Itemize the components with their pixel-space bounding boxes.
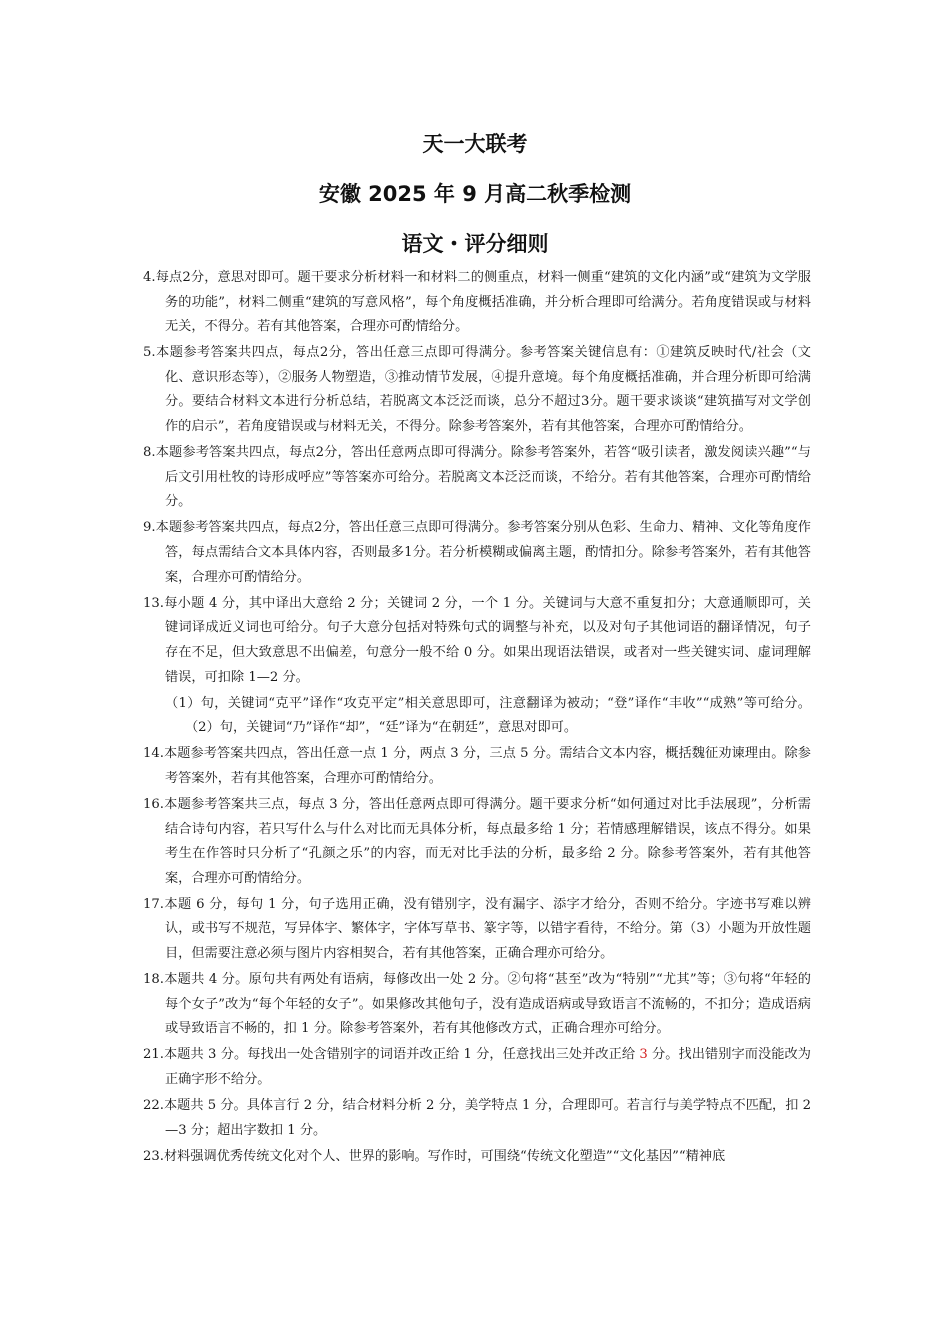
rule-item-14: 14.本题参考答案共四点，答出任意一点 1 分，两点 3 分，三点 5 分。需结合文本内容，概括魏征劝谏理由。除参考答案外，若有其他答案，合理亦可酌情给分。 xyxy=(143,746,811,786)
rule-item-13: 13.每小题 4 分，其中译出大意给 2 分；关键词 2 分，一个 1 分。关键词与大意不重复扣分；大意通顺即可，关键词译成近义词也可给分。句子大意分包括对特殊句式的调整与补充，以及对句子其他词语的翻译情况，句子存在不足，但大致意思不出偏差，句意分一般不给 0 分。如果出现语法错误，或者对一些关键实词、虚词理解错误，可扣除 1—2 分。 xyxy=(143,595,811,685)
subject-title: 语文・评分细则 xyxy=(401,232,549,256)
rule-item-18: 18.本题共 4 分。原句共有两处有语病，每修改出一处 2 分。②句将“甚至”改为“特别”“尤其”等；③句将“年轻的每个女子”改为“每个年轻的女子”。如果修改其他句子，没有造成语病或导致语言不流畅的，不扣分；造成语病或导致语言不畅的，扣 1 分。除参考答案外，若有其他修改方式，正确合理亦可给分。 xyxy=(143,972,811,1037)
rule-item-4: 4.每点2分，意思对即可。题干要求分析材料一和材料二的侧重点，材料一侧重“建筑的文化内涵”或“建筑为文学服务的功能”，材料二侧重“建筑的写意风格”，每个角度概括准确，并分析合理即可给满分。若角度错误或与材料无关，不得分。若有其他答案，合理亦可酌情给分。 xyxy=(143,270,811,335)
rule-item-23: 23.材料强调优秀传统文化对个人、世界的影响。写作时，可围绕“传统文化塑造”“文化基因”“精神底 xyxy=(143,1148,726,1164)
highlighted-score: 3 xyxy=(639,1047,648,1063)
rule-item-5: 5.本题参考答案共四点，每点2分，答出任意三点即可得满分。参考答案关键信息有：①建筑反映时代/社会（文化、意识形态等），②服务人物塑造，③推动情节发展，④提升意境。每个角度概括准确，并合理分析即可给满分。要结合材料文本进行分析总结，若脱离文本泛泛而谈，总分不超过3分。题干要求谈谈“建筑描写对文学创作的启示”，若角度错误或与材料无关，不得分。除参考答案外，若有其他答案，合理亦可酌情给分。 xyxy=(143,345,811,435)
rule-item-22: 22.本题共 5 分。具体言行 2 分，结合材料分析 2 分，美学特点 1 分，合理即可。若言行与美学特点不匹配，扣 2—3 分；超出字数扣 1 分。 xyxy=(143,1098,811,1138)
rule-item-17: 17.本题 6 分，每句 1 分，句子选用正确，没有错别字，没有漏字、添字才给分，否则不给分。字迹书写难以辨认，或书写不规范，写异体字、繁体字，字体写草书、篆字等，以错字看待，不给分。第（3）小题为开放性题目，但需要注意必须与图片内容相契合，若有其他答案，正确合理亦可给分。 xyxy=(143,896,811,962)
rule-item-21: 21.本题共 3 分。每找出一处含错别字的词语并改正给 1 分，任意找出三处并改正给 3 分。找出错别字而没能改为正确字形不给分。 xyxy=(143,1047,811,1087)
scoring-rules-list xyxy=(143,266,811,1171)
rule-item-8: 8.本题参考答案共四点，每点2分，答出任意两点即可得满分。除参考答案外，若答“吸引读者，激发阅读兴趣”“与后文引用杜牧的诗形成呼应”等答案亦可给分。若脱离文本泛泛而谈，不给分。若有其他答案，合理亦可酌情给分。 xyxy=(143,445,811,510)
rule-item-9: 9.本题参考答案共四点，每点2分，答出任意三点即可得满分。参考答案分别从色彩、生命力、精神、文化等角度作答，每点需结合文本具体内容，否则最多1分。若分析模糊或偏离主题，酌情扣分。除参考答案外，若有其他答案，合理亦可酌情给分。 xyxy=(143,520,811,585)
exam-name-title: 安徽 2025 年 9 月高二秋季检测 xyxy=(318,182,632,206)
rule-item-13-sub: （1）句，关键词“克平”译作“攻克平定”相关意思即可，注意翻译为被动；“登”译作“丰收”“成熟”等可给分。（2）句，关键词“乃”译作“却”，“廷”译为“在朝廷”，意思对即可。 xyxy=(165,695,811,736)
exam-organizer-title: 天一大联考 xyxy=(422,132,528,156)
rule-item-16: 16.本题参考答案共三点，每点 3 分，答出任意两点即可得满分。题干要求分析“如何通过对比手法展现”，分析需结合诗句内容，若只写什么与什么对比而无具体分析，每点最多给 1 分；若情感理解错误，该点不得分。如果考生在作答时只分析了“孔颜之乐”的内容，而无对比手法的分析，最多给 2 分。除参考答案外，若有其他答案，合理亦可酌情给分。 xyxy=(143,796,811,886)
